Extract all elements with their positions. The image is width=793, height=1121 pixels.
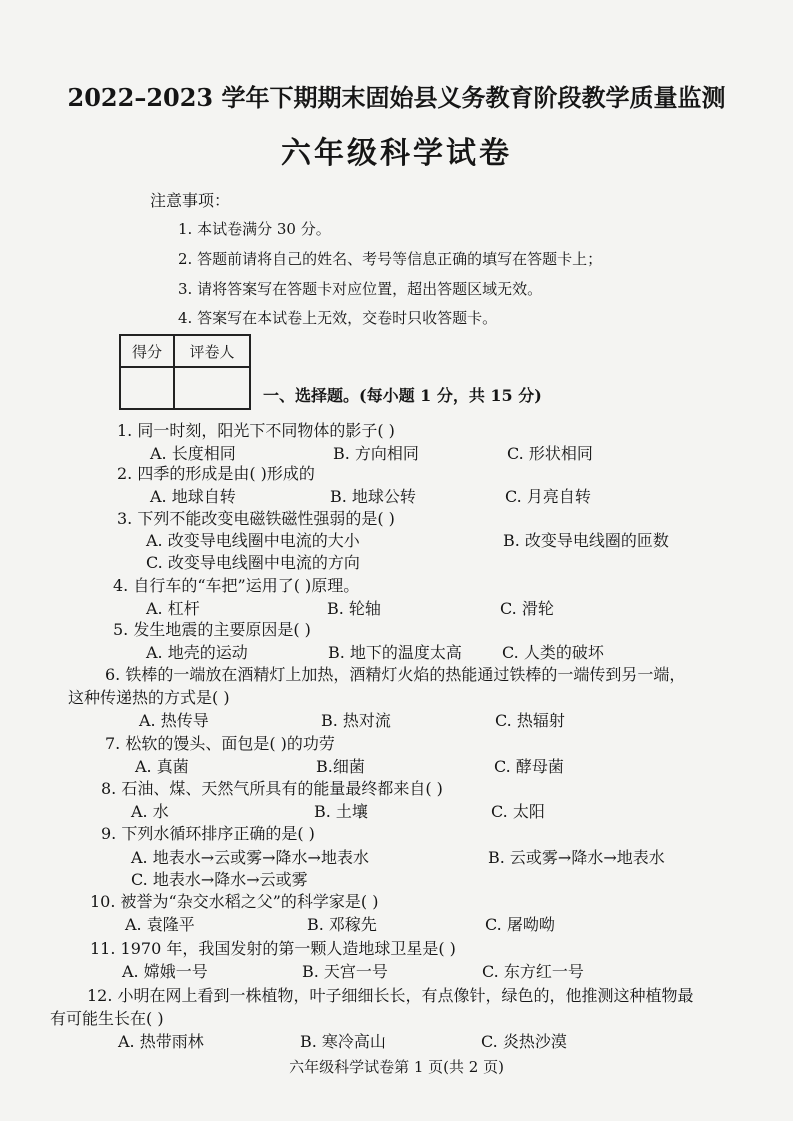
option-b: B. 轮轴	[327, 599, 381, 618]
option-c: C. 酵母菌	[494, 757, 564, 776]
option-b: B. 地下的温度太高	[328, 643, 462, 662]
option-b: B. 天宫一号	[302, 962, 388, 981]
question-stem: 10. 被誉为“杂交水稻之父”的科学家是( )	[90, 892, 379, 911]
option-c: C. 滑轮	[500, 599, 554, 618]
option-b: B. 改变导电线圈的匝数	[503, 531, 669, 550]
option-c: C. 形状相同	[507, 444, 593, 463]
score-label: 得分	[120, 335, 174, 367]
question-stem: 11. 1970 年，我国发射的第一颗人造地球卫星是( )	[90, 939, 456, 958]
option-b: B. 方向相同	[333, 444, 419, 463]
option-a: A. 水	[131, 802, 169, 821]
option-c: C. 热辐射	[495, 711, 565, 730]
option-c: C. 地表水→降水→云或雾	[131, 870, 308, 889]
grader-label: 评卷人	[174, 335, 250, 367]
option-b: B. 云或雾→降水→地表水	[488, 848, 665, 867]
option-a: A. 杠杆	[146, 599, 200, 618]
question-stem: 12. 小明在网上看到一株植物，叶子细细长长，有点像针，绿色的，他推测这种植物最	[87, 986, 694, 1005]
notice-item: 3. 请将答案写在答题卡对应位置，超出答题区域无效。	[178, 280, 543, 298]
option-c: C. 太阳	[491, 802, 545, 821]
option-b: B. 热对流	[321, 711, 391, 730]
notice-item: 2. 答题前请将自己的姓名、考号等信息正确的填写在答题卡上；	[178, 250, 603, 268]
option-c: C. 人类的破坏	[502, 643, 604, 662]
option-a: A. 长度相同	[150, 444, 236, 463]
option-c: C. 屠呦呦	[485, 915, 555, 934]
option-c: C. 东方红一号	[482, 962, 584, 981]
page-footer: 六年级科学试卷第 1 页(共 2 页)	[289, 1058, 504, 1076]
notice-item: 1. 本试卷满分 30 分。	[178, 220, 331, 238]
score-cell	[120, 367, 174, 409]
option-a: A. 袁隆平	[125, 915, 195, 934]
option-b: B. 邓稼先	[307, 915, 377, 934]
question-stem: 7. 松软的馒头、面包是( )的功劳	[105, 734, 335, 753]
question-stem-continued: 这种传递热的方式是( )	[68, 688, 230, 707]
option-a: A. 热传导	[139, 711, 209, 730]
question-stem: 8. 石油、煤、天然气所具有的能量最终都来自( )	[101, 779, 443, 798]
notice-heading: 注意事项：	[150, 191, 231, 210]
question-stem: 6. 铁棒的一端放在酒精灯上加热，酒精灯火焰的热能通过铁棒的一端传到另一端，	[105, 665, 686, 684]
option-b: B. 土壤	[314, 802, 368, 821]
option-c: C. 改变导电线圈中电流的方向	[146, 553, 360, 572]
option-c: C. 月亮自转	[505, 487, 591, 506]
option-a: A. 地壳的运动	[146, 643, 248, 662]
option-b: B. 地球公转	[330, 487, 416, 506]
option-a: A. 嫦娥一号	[122, 962, 208, 981]
option-b: B. 寒冷高山	[300, 1032, 386, 1051]
question-stem: 4. 自行车的“车把”运用了( )原理。	[113, 576, 360, 595]
grader-cell	[174, 367, 250, 409]
option-a: A. 地表水→云或雾→降水→地表水	[131, 848, 369, 867]
score-box	[119, 334, 251, 410]
question-stem: 9. 下列水循环排序正确的是( )	[101, 824, 315, 843]
option-b: B.细菌	[316, 757, 365, 776]
option-a: A. 热带雨林	[118, 1032, 204, 1051]
option-a: A. 改变导电线圈中电流的大小	[146, 531, 360, 550]
section-title: 一、选择题。(每小题 1 分，共 15 分)	[263, 386, 542, 405]
question-stem: 1. 同一时刻，阳光下不同物体的影子( )	[117, 421, 395, 440]
option-a: A. 真菌	[135, 757, 189, 776]
exam-title: 2022–2023 学年下期期末固始县义务教育阶段教学质量监测	[67, 83, 726, 112]
question-stem: 3. 下列不能改变电磁铁磁性强弱的是( )	[117, 509, 395, 528]
notice-item: 4. 答案写在本试卷上无效，交卷时只收答题卡。	[178, 309, 498, 327]
option-c: C. 炎热沙漠	[481, 1032, 567, 1051]
exam-subtitle: 六年级科学试卷	[281, 136, 512, 171]
question-stem-continued: 有可能生长在( )	[50, 1009, 164, 1028]
option-a: A. 地球自转	[150, 487, 236, 506]
question-stem: 2. 四季的形成是由( )形成的	[117, 464, 315, 483]
question-stem: 5. 发生地震的主要原因是( )	[113, 620, 311, 639]
